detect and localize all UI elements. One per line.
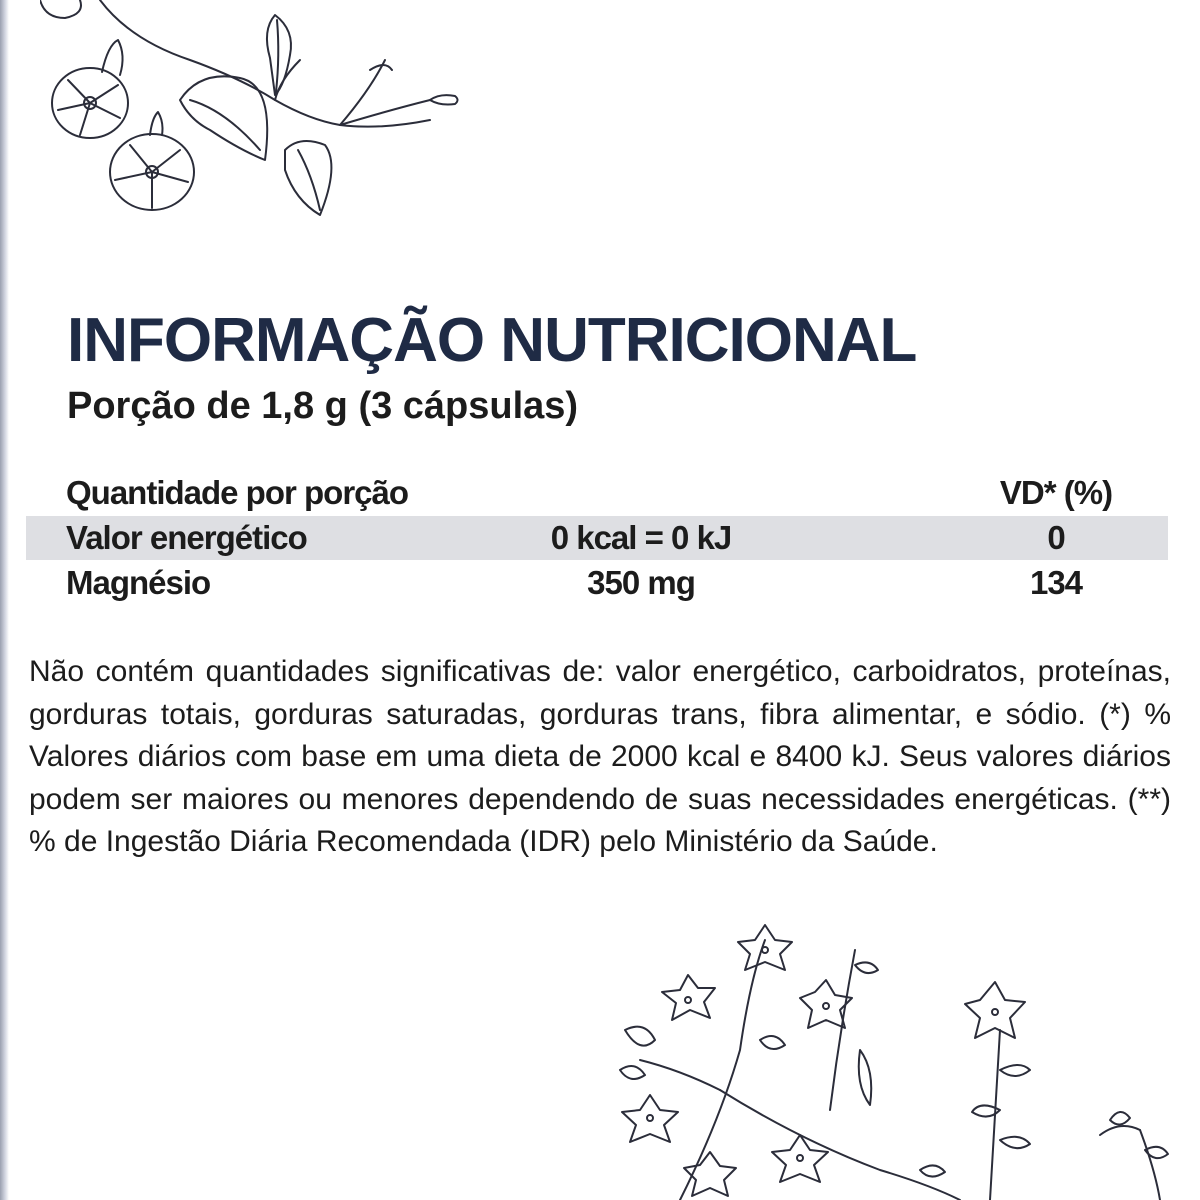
daily-value-header: VD* (%) <box>999 474 1113 511</box>
herb-illustration-bottom <box>600 920 1200 1200</box>
serving-size: Porção de 1,8 g (3 cápsulas) <box>67 385 579 427</box>
table-header-row <box>26 470 1168 516</box>
table-row <box>26 516 1168 560</box>
nutrient-amount: 0 kcal = 0 kJ <box>550 519 732 556</box>
quantity-header: Quantidade por porção <box>66 474 409 511</box>
page-title: INFORMAÇÃO NUTRICIONAL <box>67 306 917 375</box>
nutrient-daily-value: 134 <box>1029 564 1083 601</box>
nutrient-daily-value: 0 <box>1047 519 1065 556</box>
nutrient-name: Valor energético <box>66 519 307 556</box>
flower-illustration-top <box>40 0 470 225</box>
nutrition-table <box>26 470 1168 606</box>
page-edge-shadow <box>0 0 9 1200</box>
nutrient-name: Magnésio <box>66 564 211 601</box>
footnote-text: Não contém quantidades significativas de: valor energético, carboidratos, proteínas, gorduras totais, gorduras saturadas, gorduras trans, fibra alimentar, e sódio. (*) % Valores diários com base em uma dieta de 2000 kcal e 8400 kJ. Seus valores diários podem ser maiores ou menores dependendo de suas necessidades energéticas. (**) % de Ingestão Diária Recomendada (IDR) pelo Ministério da Saúde. <box>29 655 1171 858</box>
table-row <box>26 560 1168 606</box>
nutrient-amount: 350 mg <box>587 564 695 601</box>
